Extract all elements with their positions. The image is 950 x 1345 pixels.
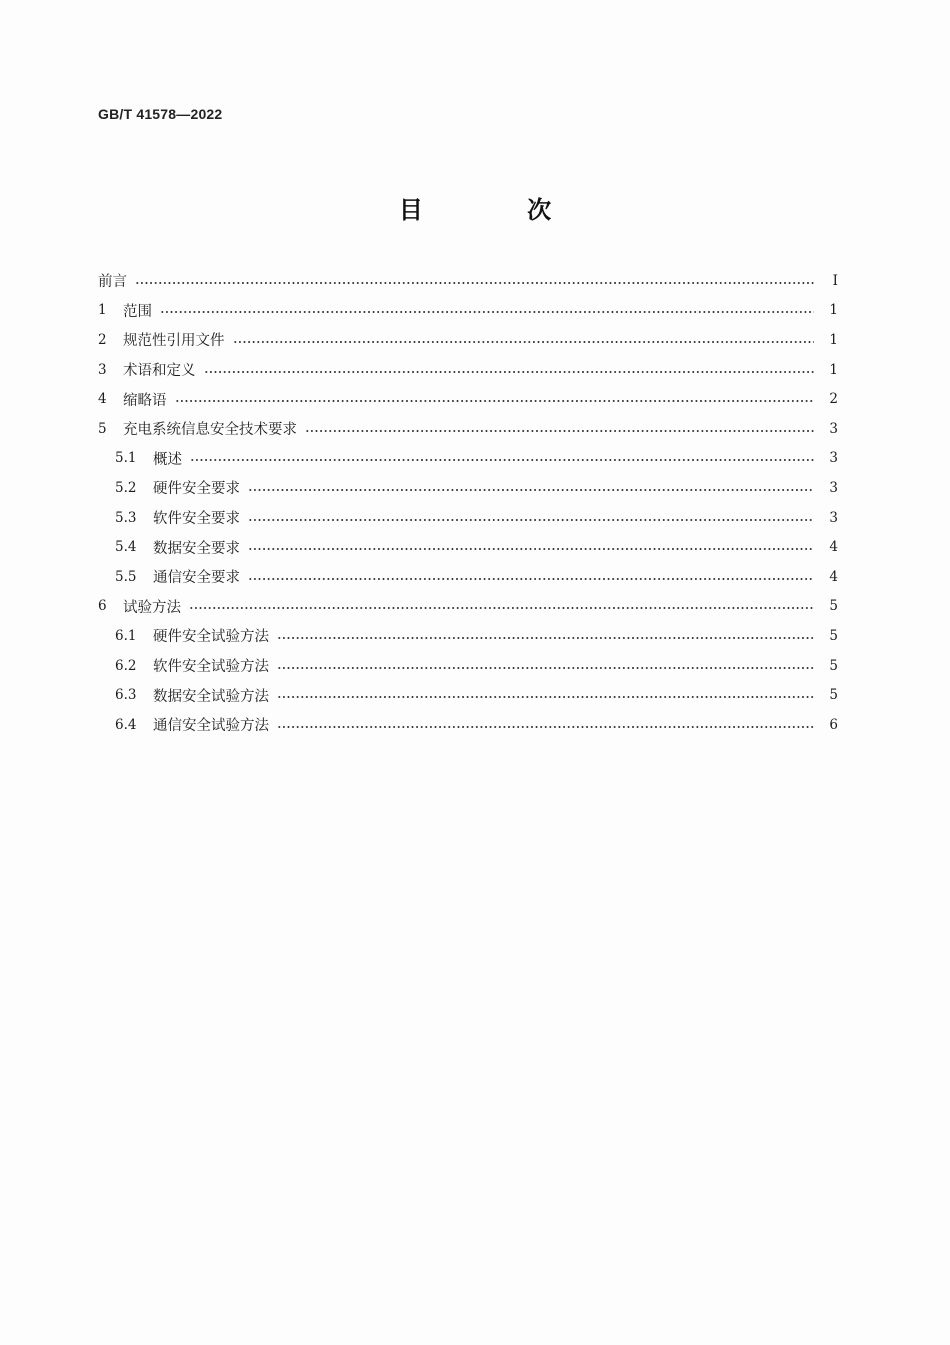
toc-entry-label: 缩略语 xyxy=(123,392,167,409)
toc-entry-page: 3 xyxy=(829,450,838,467)
dot-leader xyxy=(248,489,814,491)
toc-entry[interactable] xyxy=(98,503,838,533)
toc-entry-number: 5.1 xyxy=(115,450,137,467)
toc-entry-page: 6 xyxy=(829,716,838,733)
toc-entry-page: 3 xyxy=(829,420,838,437)
toc-entry-label: 数据安全试验方法 xyxy=(153,688,269,705)
toc-entry-page: Ⅰ xyxy=(832,272,838,289)
toc-entry[interactable] xyxy=(98,384,838,414)
toc-entry[interactable] xyxy=(98,532,838,562)
toc-entry-label: 硬件安全要求 xyxy=(153,481,240,498)
toc-entry-page: 3 xyxy=(829,479,838,496)
toc-title: 目 次 xyxy=(398,196,600,224)
dot-leader xyxy=(277,696,814,698)
toc-entry-number: 6.3 xyxy=(115,687,137,704)
toc-entry[interactable] xyxy=(98,621,838,651)
toc-entry-number: 4 xyxy=(98,391,107,408)
toc-entry-page: 5 xyxy=(829,598,838,615)
toc-entry-number: 2 xyxy=(98,331,107,348)
toc-entry[interactable] xyxy=(98,473,838,503)
dot-leader xyxy=(248,578,814,580)
toc-entry[interactable] xyxy=(98,680,838,710)
toc-entry[interactable] xyxy=(98,651,838,681)
table-of-contents xyxy=(98,266,838,740)
toc-entry[interactable] xyxy=(98,355,838,385)
dot-leader xyxy=(277,726,814,728)
toc-entry-label: 软件安全要求 xyxy=(153,511,240,528)
toc-entry-label: 软件安全试验方法 xyxy=(153,659,269,676)
toc-entry-label: 范围 xyxy=(123,303,152,320)
toc-entry[interactable] xyxy=(98,266,838,296)
toc-entry-label: 术语和定义 xyxy=(123,363,196,380)
toc-entry-label: 数据安全要求 xyxy=(153,540,240,557)
toc-entry-label: 试验方法 xyxy=(123,599,181,616)
dot-leader xyxy=(160,311,814,313)
toc-entry[interactable] xyxy=(98,296,838,326)
toc-entry[interactable] xyxy=(98,710,838,740)
toc-entry-number: 6.1 xyxy=(115,627,137,644)
dot-leader xyxy=(277,667,814,669)
toc-entry-label: 规范性引用文件 xyxy=(123,333,225,350)
toc-entry-page: 1 xyxy=(829,361,838,378)
toc-entry[interactable] xyxy=(98,414,838,444)
dot-leader xyxy=(204,371,815,373)
toc-entry-number: 6 xyxy=(98,598,107,615)
dot-leader xyxy=(190,459,814,461)
dot-leader xyxy=(175,400,815,402)
toc-entry-number: 6.2 xyxy=(115,657,137,674)
toc-entry-page: 5 xyxy=(829,627,838,644)
toc-entry-label: 前言 xyxy=(98,274,127,291)
standard-code: GB/T 41578—2022 xyxy=(98,106,223,122)
toc-entry-page: 4 xyxy=(829,539,838,556)
toc-entry-number: 5.2 xyxy=(115,479,137,496)
toc-entry-page: 1 xyxy=(829,302,838,319)
dot-leader xyxy=(277,637,814,639)
toc-entry-number: 5.3 xyxy=(115,509,137,526)
toc-entry-page: 1 xyxy=(829,331,838,348)
toc-entry[interactable] xyxy=(98,562,838,592)
toc-entry-page: 5 xyxy=(829,687,838,704)
toc-entry-page: 2 xyxy=(829,391,838,408)
toc-entry[interactable] xyxy=(98,592,838,622)
toc-entry-number: 5.4 xyxy=(115,539,137,556)
dot-leader xyxy=(135,282,814,284)
dot-leader xyxy=(189,607,814,609)
dot-leader xyxy=(248,519,814,521)
dot-leader xyxy=(248,548,814,550)
toc-entry-label: 通信安全要求 xyxy=(153,570,240,587)
toc-entry-label: 硬件安全试验方法 xyxy=(153,629,269,646)
toc-entry-label: 充电系统信息安全技术要求 xyxy=(123,422,297,439)
toc-entry-number: 1 xyxy=(98,302,107,319)
dot-leader xyxy=(305,430,814,432)
toc-entry[interactable] xyxy=(98,325,838,355)
toc-entry-page: 4 xyxy=(829,568,838,585)
toc-entry-label: 概述 xyxy=(153,451,182,468)
toc-entry-number: 5.5 xyxy=(115,568,137,585)
toc-entry-page: 3 xyxy=(829,509,838,526)
dot-leader xyxy=(233,341,815,343)
toc-entry[interactable] xyxy=(98,444,838,474)
toc-entry-page: 5 xyxy=(829,657,838,674)
toc-entry-number: 5 xyxy=(98,420,107,437)
toc-entry-number: 6.4 xyxy=(115,716,137,733)
toc-entry-number: 3 xyxy=(98,361,107,378)
toc-entry-label: 通信安全试验方法 xyxy=(153,718,269,735)
